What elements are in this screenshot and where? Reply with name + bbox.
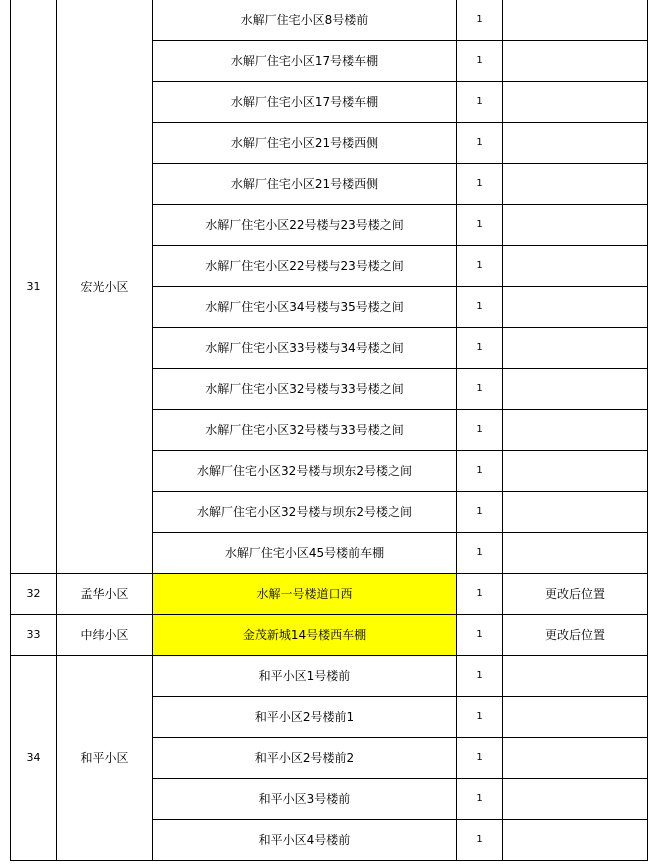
quantity-cell: 1 [457,205,503,246]
table-row [11,656,648,697]
location-cell: 水解厂住宅小区34号楼与35号楼之间 [153,287,457,328]
location-cell: 水解厂住宅小区32号楼与坝东2号楼之间 [153,451,457,492]
quantity-cell: 1 [457,82,503,123]
location-cell: 水解厂住宅小区22号楼与23号楼之间 [153,205,457,246]
quantity-cell: 1 [457,287,503,328]
location-cell: 水解厂住宅小区33号楼与34号楼之间 [153,328,457,369]
quantity-cell: 1 [457,451,503,492]
note-cell [503,738,648,779]
location-cell: 水解一号楼道口西 [153,574,457,615]
note-cell [503,492,648,533]
location-cell: 水解厂住宅小区22号楼与23号楼之间 [153,246,457,287]
note-cell [503,328,648,369]
quantity-cell: 1 [457,779,503,820]
table-body [11,0,648,861]
location-cell: 水解厂住宅小区8号楼前 [153,0,457,41]
quantity-cell: 1 [457,820,503,861]
community-cell: 宏光小区 [57,0,153,574]
quantity-cell: 1 [457,41,503,82]
location-cell: 金茂新城14号楼西车棚 [153,615,457,656]
note-cell [503,410,648,451]
note-cell [503,123,648,164]
note-cell [503,205,648,246]
location-cell: 水解厂住宅小区45号楼前车棚 [153,533,457,574]
note-cell [503,246,648,287]
note-cell [503,0,648,41]
note-cell [503,82,648,123]
quantity-cell: 1 [457,123,503,164]
quantity-cell: 1 [457,492,503,533]
quantity-cell: 1 [457,328,503,369]
quantity-cell: 1 [457,0,503,41]
location-cell: 和平小区3号楼前 [153,779,457,820]
location-cell: 水解厂住宅小区32号楼与坝东2号楼之间 [153,492,457,533]
note-cell [503,533,648,574]
note-cell: 更改后位置 [503,574,648,615]
quantity-cell: 1 [457,533,503,574]
location-cell: 水解厂住宅小区32号楼与33号楼之间 [153,369,457,410]
note-cell: 更改后位置 [503,615,648,656]
quantity-cell: 1 [457,164,503,205]
location-cell: 水解厂住宅小区21号楼西侧 [153,164,457,205]
quantity-cell: 1 [457,410,503,451]
note-cell [503,779,648,820]
community-cell: 和平小区 [57,656,153,861]
location-cell: 水解厂住宅小区32号楼与33号楼之间 [153,410,457,451]
row-number-cell: 33 [11,615,57,656]
note-cell [503,820,648,861]
quantity-cell: 1 [457,615,503,656]
table-row [11,574,648,615]
note-cell [503,287,648,328]
location-cell: 和平小区2号楼前1 [153,697,457,738]
row-number-cell: 32 [11,574,57,615]
row-number-cell: 34 [11,656,57,861]
location-cell: 水解厂住宅小区17号楼车棚 [153,82,457,123]
installation-table [10,0,648,861]
table-row [11,615,648,656]
location-cell: 和平小区4号楼前 [153,820,457,861]
community-cell: 孟华小区 [57,574,153,615]
location-cell: 和平小区1号楼前 [153,656,457,697]
quantity-cell: 1 [457,369,503,410]
note-cell [503,451,648,492]
table-row [11,0,648,41]
note-cell [503,164,648,205]
note-cell [503,697,648,738]
row-number-cell: 31 [11,0,57,574]
quantity-cell: 1 [457,656,503,697]
note-cell [503,369,648,410]
quantity-cell: 1 [457,697,503,738]
community-cell: 中纬小区 [57,615,153,656]
location-cell: 和平小区2号楼前2 [153,738,457,779]
quantity-cell: 1 [457,738,503,779]
quantity-cell: 1 [457,574,503,615]
quantity-cell: 1 [457,246,503,287]
location-cell: 水解厂住宅小区21号楼西侧 [153,123,457,164]
note-cell [503,656,648,697]
location-cell: 水解厂住宅小区17号楼车棚 [153,41,457,82]
note-cell [503,41,648,82]
